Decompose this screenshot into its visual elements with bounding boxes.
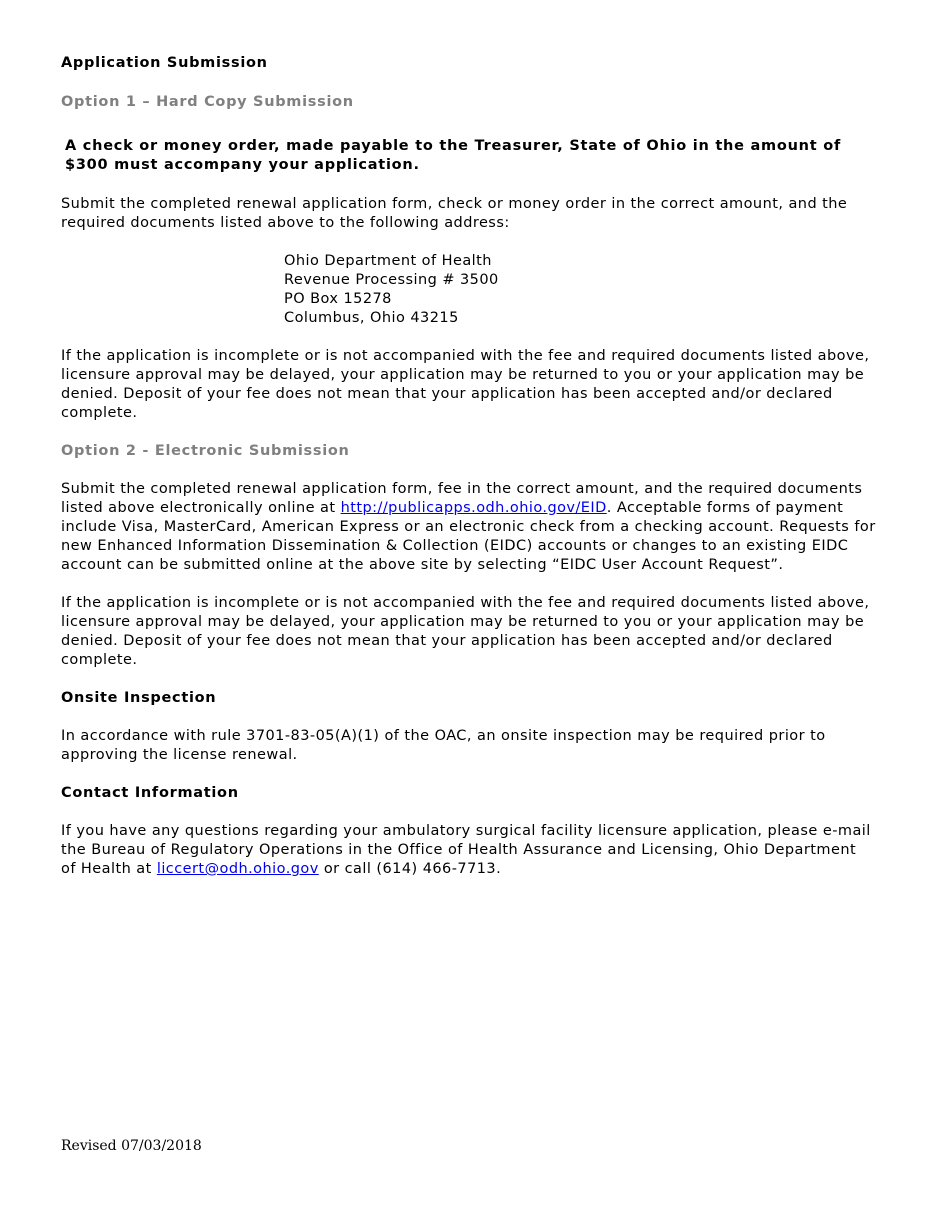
option2-text-before-link: Submit the completed renewal application form, fee in the correct amount, and the required documents listed above electronically online at <box>61 481 863 516</box>
address-line-3: PO Box 15278 <box>284 291 392 307</box>
mailing-address <box>284 252 876 328</box>
address-line-1: Ohio Department of Health <box>284 253 492 269</box>
option1-instructions: Submit the completed renewal application form, check or money order in the correct amount, and the required documents listed above to the following address: <box>61 196 848 231</box>
contact-text-after-link: or call (614) 466-7713. <box>318 861 502 877</box>
onsite-text: In accordance with rule 3701-83-05(A)(1) of the OAC, an onsite inspection may be required prior to approving the license renewal. <box>61 728 826 763</box>
address-line-4: Columbus, Ohio 43215 <box>284 310 459 326</box>
option2-warning: If the application is incomplete or is not accompanied with the fee and required documents listed above, licensure approval may be delayed, your application may be returned to you or your application may be denied. Deposit of your fee does not mean that your application has been accepted and/or declared complete. <box>61 595 870 668</box>
option1-heading: Option 1 – Hard Copy Submission <box>61 94 354 110</box>
option2-instructions <box>61 480 876 575</box>
option2-text-after-link: . Acceptable forms of payment include Visa, MasterCard, American Express or an electronic check from a checking account. Requests for new Enhanced Information Dissemination & Collection (EIDC) accounts or changes to an existing EIDC account can be submitted online at the above site by selecting “EIDC User Account Request”. <box>61 500 876 573</box>
document-body <box>61 54 876 879</box>
contact-email-link[interactable]: liccert@odh.ohio.gov <box>156 861 319 877</box>
page-title: Application Submission <box>61 55 268 71</box>
eid-portal-link[interactable]: http://publicapps.odh.ohio.gov/EID <box>340 500 607 516</box>
contact-text <box>61 822 876 879</box>
contact-heading: Contact Information <box>61 785 239 801</box>
option1-warning: If the application is incomplete or is not accompanied with the fee and required documents listed above, licensure approval may be delayed, your application may be returned to you or your application may be denied. Deposit of your fee does not mean that your application has been accepted and/or declared complete. <box>61 348 870 421</box>
onsite-heading: Onsite Inspection <box>61 690 217 706</box>
fee-notice: A check or money order, made payable to the Treasurer, State of Ohio in the amount of $300 must accompany your application. <box>65 138 841 173</box>
option2-heading: Option 2 - Electronic Submission <box>61 443 350 459</box>
address-line-2: Revenue Processing # 3500 <box>284 272 499 288</box>
contact-text-before-link: If you have any questions regarding your ambulatory surgical facility licensure application, please e-mail the Bureau of Regulatory Operations in the Office of Health Assurance and Licensing, Ohio Department of Health at <box>61 823 871 877</box>
revision-date: Revised 07/03/2018 <box>61 1138 202 1154</box>
